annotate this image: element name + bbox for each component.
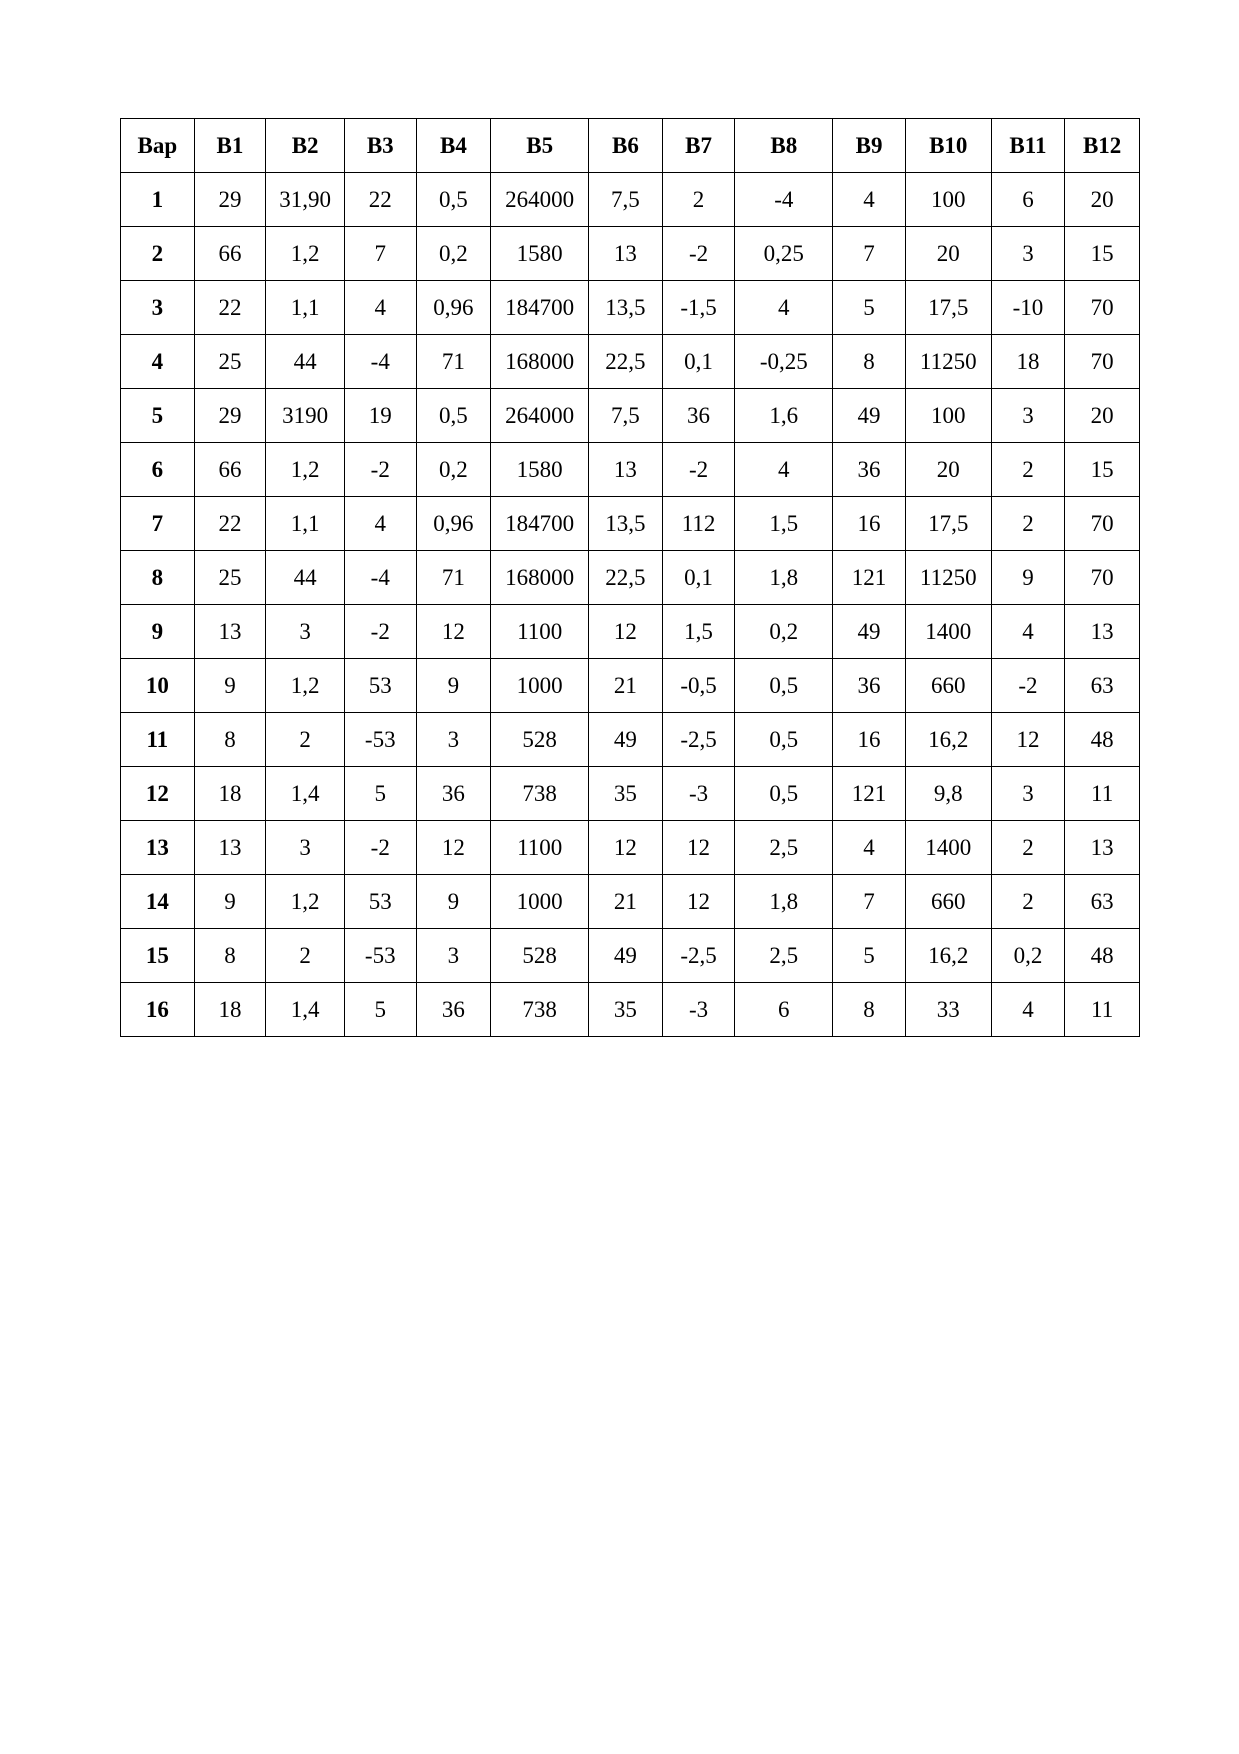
table-cell: 70 — [1065, 497, 1140, 551]
table-cell: 12 — [662, 821, 735, 875]
table-cell: 44 — [266, 551, 345, 605]
table-cell: 9 — [194, 875, 266, 929]
table-cell: 9 — [991, 551, 1065, 605]
table-cell: -53 — [344, 929, 416, 983]
table-cell: 12 — [662, 875, 735, 929]
table-cell: 17,5 — [905, 281, 991, 335]
table-row — [121, 335, 1140, 389]
table-cell: 5 — [833, 929, 906, 983]
table-cell: 17,5 — [905, 497, 991, 551]
table-header — [121, 119, 1140, 173]
table-cell: 49 — [589, 929, 663, 983]
table-cell: 12 — [589, 605, 663, 659]
table-cell: 35 — [589, 767, 663, 821]
table-cell: 36 — [662, 389, 735, 443]
table-row — [121, 551, 1140, 605]
table-cell: 4 — [344, 497, 416, 551]
table-cell: 53 — [344, 659, 416, 713]
table-cell: 48 — [1065, 713, 1140, 767]
table-cell: 16,2 — [905, 929, 991, 983]
table-row — [121, 227, 1140, 281]
table-cell: 2 — [662, 173, 735, 227]
variant-number: 5 — [121, 389, 195, 443]
table-cell: -10 — [991, 281, 1065, 335]
table-cell: 13 — [589, 227, 663, 281]
table-cell: 0,5 — [416, 173, 491, 227]
variant-number: 10 — [121, 659, 195, 713]
table-row — [121, 659, 1140, 713]
table-cell: 1,8 — [735, 551, 833, 605]
table-cell: 7 — [833, 875, 906, 929]
table-cell: -2,5 — [662, 929, 735, 983]
variant-number: 14 — [121, 875, 195, 929]
table-cell: 35 — [589, 983, 663, 1037]
table-cell: 3 — [266, 821, 345, 875]
table-cell: 528 — [491, 929, 589, 983]
table-cell: -2 — [662, 443, 735, 497]
table-row — [121, 281, 1140, 335]
table-cell: 738 — [491, 983, 589, 1037]
table-cell: 0,5 — [735, 767, 833, 821]
table-cell: 13 — [1065, 605, 1140, 659]
header-cell: В7 — [662, 119, 735, 173]
table-cell: 0,25 — [735, 227, 833, 281]
variant-number: 12 — [121, 767, 195, 821]
variant-number: 13 — [121, 821, 195, 875]
table-cell: 1,2 — [266, 227, 345, 281]
table-body — [121, 173, 1140, 1037]
table-row — [121, 497, 1140, 551]
table-cell: 1000 — [491, 875, 589, 929]
table-cell: 5 — [344, 983, 416, 1037]
table-row — [121, 713, 1140, 767]
table-cell: 9 — [194, 659, 266, 713]
table-cell: 5 — [344, 767, 416, 821]
table-cell: 2 — [266, 929, 345, 983]
header-cell: В1 — [194, 119, 266, 173]
table-cell: 121 — [833, 767, 906, 821]
table-cell: 22 — [344, 173, 416, 227]
table-cell: 13,5 — [589, 281, 663, 335]
table-cell: 660 — [905, 875, 991, 929]
table-cell: 13 — [1065, 821, 1140, 875]
table-cell: 0,2 — [416, 443, 491, 497]
table-cell: 12 — [991, 713, 1065, 767]
table-cell: 184700 — [491, 281, 589, 335]
table-cell: -3 — [662, 767, 735, 821]
variant-number: 9 — [121, 605, 195, 659]
table-cell: 1000 — [491, 659, 589, 713]
table-cell: 0,2 — [735, 605, 833, 659]
table-cell: 1,2 — [266, 443, 345, 497]
table-cell: 660 — [905, 659, 991, 713]
table-cell: -2 — [344, 821, 416, 875]
table-cell: 184700 — [491, 497, 589, 551]
table-cell: -2,5 — [662, 713, 735, 767]
table-cell: 18 — [194, 767, 266, 821]
table-cell: 53 — [344, 875, 416, 929]
table-cell: 121 — [833, 551, 906, 605]
table-cell: 0,2 — [416, 227, 491, 281]
header-cell: В10 — [905, 119, 991, 173]
table-cell: 6 — [991, 173, 1065, 227]
table-cell: 1,1 — [266, 281, 345, 335]
variant-number: 6 — [121, 443, 195, 497]
table-cell: 22,5 — [589, 335, 663, 389]
table-cell: 11 — [1065, 983, 1140, 1037]
table-cell: 22,5 — [589, 551, 663, 605]
table-cell: 1,4 — [266, 983, 345, 1037]
table-cell: -53 — [344, 713, 416, 767]
table-cell: 4 — [344, 281, 416, 335]
table-cell: 1100 — [491, 821, 589, 875]
table-cell: 1,6 — [735, 389, 833, 443]
table-cell: -2 — [991, 659, 1065, 713]
table-cell: 1580 — [491, 443, 589, 497]
table-cell: 1100 — [491, 605, 589, 659]
table-cell: 0,2 — [991, 929, 1065, 983]
table-cell: 11 — [1065, 767, 1140, 821]
table-cell: -4 — [344, 335, 416, 389]
table-cell: 7,5 — [589, 173, 663, 227]
table-cell: 36 — [416, 767, 491, 821]
table-cell: 70 — [1065, 281, 1140, 335]
table-cell: 25 — [194, 335, 266, 389]
table-cell: 1580 — [491, 227, 589, 281]
table-cell: 70 — [1065, 551, 1140, 605]
answers-table — [120, 118, 1140, 1037]
table-cell: 12 — [416, 821, 491, 875]
table-cell: 33 — [905, 983, 991, 1037]
table-cell: 100 — [905, 389, 991, 443]
table-cell: 0,5 — [416, 389, 491, 443]
header-cell: В6 — [589, 119, 663, 173]
table-cell: 31,90 — [266, 173, 345, 227]
header-row — [121, 119, 1140, 173]
table-cell: 19 — [344, 389, 416, 443]
table-cell: 63 — [1065, 875, 1140, 929]
table-cell: 3190 — [266, 389, 345, 443]
variant-number: 1 — [121, 173, 195, 227]
table-row — [121, 605, 1140, 659]
table-cell: 5 — [833, 281, 906, 335]
table-row — [121, 767, 1140, 821]
table-cell: 4 — [833, 173, 906, 227]
table-cell: 528 — [491, 713, 589, 767]
table-cell: 12 — [589, 821, 663, 875]
table-cell: 100 — [905, 173, 991, 227]
table-cell: 44 — [266, 335, 345, 389]
table-cell: 20 — [1065, 173, 1140, 227]
variant-number: 11 — [121, 713, 195, 767]
table-cell: 9,8 — [905, 767, 991, 821]
table-cell: -0,25 — [735, 335, 833, 389]
table-cell: 18 — [194, 983, 266, 1037]
table-cell: 36 — [416, 983, 491, 1037]
table-cell: 29 — [194, 389, 266, 443]
table-cell: 738 — [491, 767, 589, 821]
table-row — [121, 389, 1140, 443]
table-cell: 49 — [833, 605, 906, 659]
variant-number: 8 — [121, 551, 195, 605]
table-cell: 7,5 — [589, 389, 663, 443]
table-cell: -3 — [662, 983, 735, 1037]
table-cell: 36 — [833, 659, 906, 713]
table-cell: 1,4 — [266, 767, 345, 821]
header-cell: В11 — [991, 119, 1065, 173]
table-cell: 13 — [194, 821, 266, 875]
table-cell: 15 — [1065, 227, 1140, 281]
table-cell: 20 — [1065, 389, 1140, 443]
table-cell: 7 — [833, 227, 906, 281]
variant-number: 3 — [121, 281, 195, 335]
table-cell: 4 — [735, 281, 833, 335]
table-cell: -1,5 — [662, 281, 735, 335]
table-cell: 0,5 — [735, 713, 833, 767]
table-cell: 2 — [991, 875, 1065, 929]
table-cell: -4 — [735, 173, 833, 227]
table-cell: 3 — [991, 389, 1065, 443]
table-cell: 7 — [344, 227, 416, 281]
table-cell: 9 — [416, 659, 491, 713]
table-cell: 1400 — [905, 821, 991, 875]
table-cell: 63 — [1065, 659, 1140, 713]
table-cell: 16 — [833, 497, 906, 551]
table-cell: 0,5 — [735, 659, 833, 713]
table-cell: 8 — [194, 713, 266, 767]
table-cell: 20 — [905, 227, 991, 281]
table-row — [121, 443, 1140, 497]
table-cell: 3 — [991, 227, 1065, 281]
header-cell: В2 — [266, 119, 345, 173]
table-cell: 2 — [266, 713, 345, 767]
table-cell: 8 — [833, 335, 906, 389]
table-cell: 11250 — [905, 551, 991, 605]
table-row — [121, 929, 1140, 983]
table-cell: 49 — [589, 713, 663, 767]
table-row — [121, 821, 1140, 875]
variant-number: 7 — [121, 497, 195, 551]
table-cell: 49 — [833, 389, 906, 443]
variant-number: 16 — [121, 983, 195, 1037]
header-cell: В3 — [344, 119, 416, 173]
table-cell: -2 — [344, 605, 416, 659]
table-cell: 13,5 — [589, 497, 663, 551]
table-row — [121, 983, 1140, 1037]
table-cell: 71 — [416, 551, 491, 605]
table-cell: 9 — [416, 875, 491, 929]
table-cell: -0,5 — [662, 659, 735, 713]
table-cell: 12 — [416, 605, 491, 659]
table-cell: 0,1 — [662, 335, 735, 389]
table-cell: 1,5 — [662, 605, 735, 659]
header-cell: В12 — [1065, 119, 1140, 173]
header-cell: В5 — [491, 119, 589, 173]
table-cell: 20 — [905, 443, 991, 497]
table-cell: 66 — [194, 227, 266, 281]
table-cell: 70 — [1065, 335, 1140, 389]
header-cell: В9 — [833, 119, 906, 173]
table-cell: 4 — [735, 443, 833, 497]
table-cell: 3 — [416, 929, 491, 983]
table-cell: 1,5 — [735, 497, 833, 551]
table-cell: 1,8 — [735, 875, 833, 929]
table-cell: 2,5 — [735, 821, 833, 875]
table-cell: 21 — [589, 875, 663, 929]
table-cell: 15 — [1065, 443, 1140, 497]
table-cell: 4 — [991, 605, 1065, 659]
table-cell: 22 — [194, 281, 266, 335]
header-cell: В8 — [735, 119, 833, 173]
table-cell: 22 — [194, 497, 266, 551]
table-cell: 66 — [194, 443, 266, 497]
table-cell: 71 — [416, 335, 491, 389]
table-cell: 16 — [833, 713, 906, 767]
table-cell: 264000 — [491, 389, 589, 443]
table-cell: 21 — [589, 659, 663, 713]
table-cell: 8 — [194, 929, 266, 983]
table-cell: 11250 — [905, 335, 991, 389]
table-cell: 18 — [991, 335, 1065, 389]
table-cell: 2,5 — [735, 929, 833, 983]
table-cell: -2 — [344, 443, 416, 497]
table-cell: 0,96 — [416, 281, 491, 335]
table-cell: 29 — [194, 173, 266, 227]
table-cell: 2 — [991, 443, 1065, 497]
table-row — [121, 875, 1140, 929]
table-cell: 25 — [194, 551, 266, 605]
table-cell: 13 — [589, 443, 663, 497]
header-variant: Вар — [121, 119, 195, 173]
table-cell: 36 — [833, 443, 906, 497]
variant-number: 4 — [121, 335, 195, 389]
table-cell: 1400 — [905, 605, 991, 659]
table-cell: 1,2 — [266, 659, 345, 713]
table-cell: 168000 — [491, 551, 589, 605]
table-cell: 3 — [266, 605, 345, 659]
table-cell: 264000 — [491, 173, 589, 227]
table-cell: -4 — [344, 551, 416, 605]
table-cell: 0,1 — [662, 551, 735, 605]
table-row — [121, 173, 1140, 227]
table-cell: 1,2 — [266, 875, 345, 929]
table-cell: 6 — [735, 983, 833, 1037]
variant-number: 2 — [121, 227, 195, 281]
variant-number: 15 — [121, 929, 195, 983]
table-cell: 16,2 — [905, 713, 991, 767]
table-cell: 48 — [1065, 929, 1140, 983]
header-cell: В4 — [416, 119, 491, 173]
table-cell: 4 — [991, 983, 1065, 1037]
table-cell: 1,1 — [266, 497, 345, 551]
table-cell: 0,96 — [416, 497, 491, 551]
table-cell: 2 — [991, 497, 1065, 551]
table-cell: 3 — [416, 713, 491, 767]
table-cell: 8 — [833, 983, 906, 1037]
table-cell: 2 — [991, 821, 1065, 875]
table-cell: 4 — [833, 821, 906, 875]
table-cell: 168000 — [491, 335, 589, 389]
table-cell: 13 — [194, 605, 266, 659]
table-cell: 3 — [991, 767, 1065, 821]
table-cell: 112 — [662, 497, 735, 551]
table-cell: -2 — [662, 227, 735, 281]
